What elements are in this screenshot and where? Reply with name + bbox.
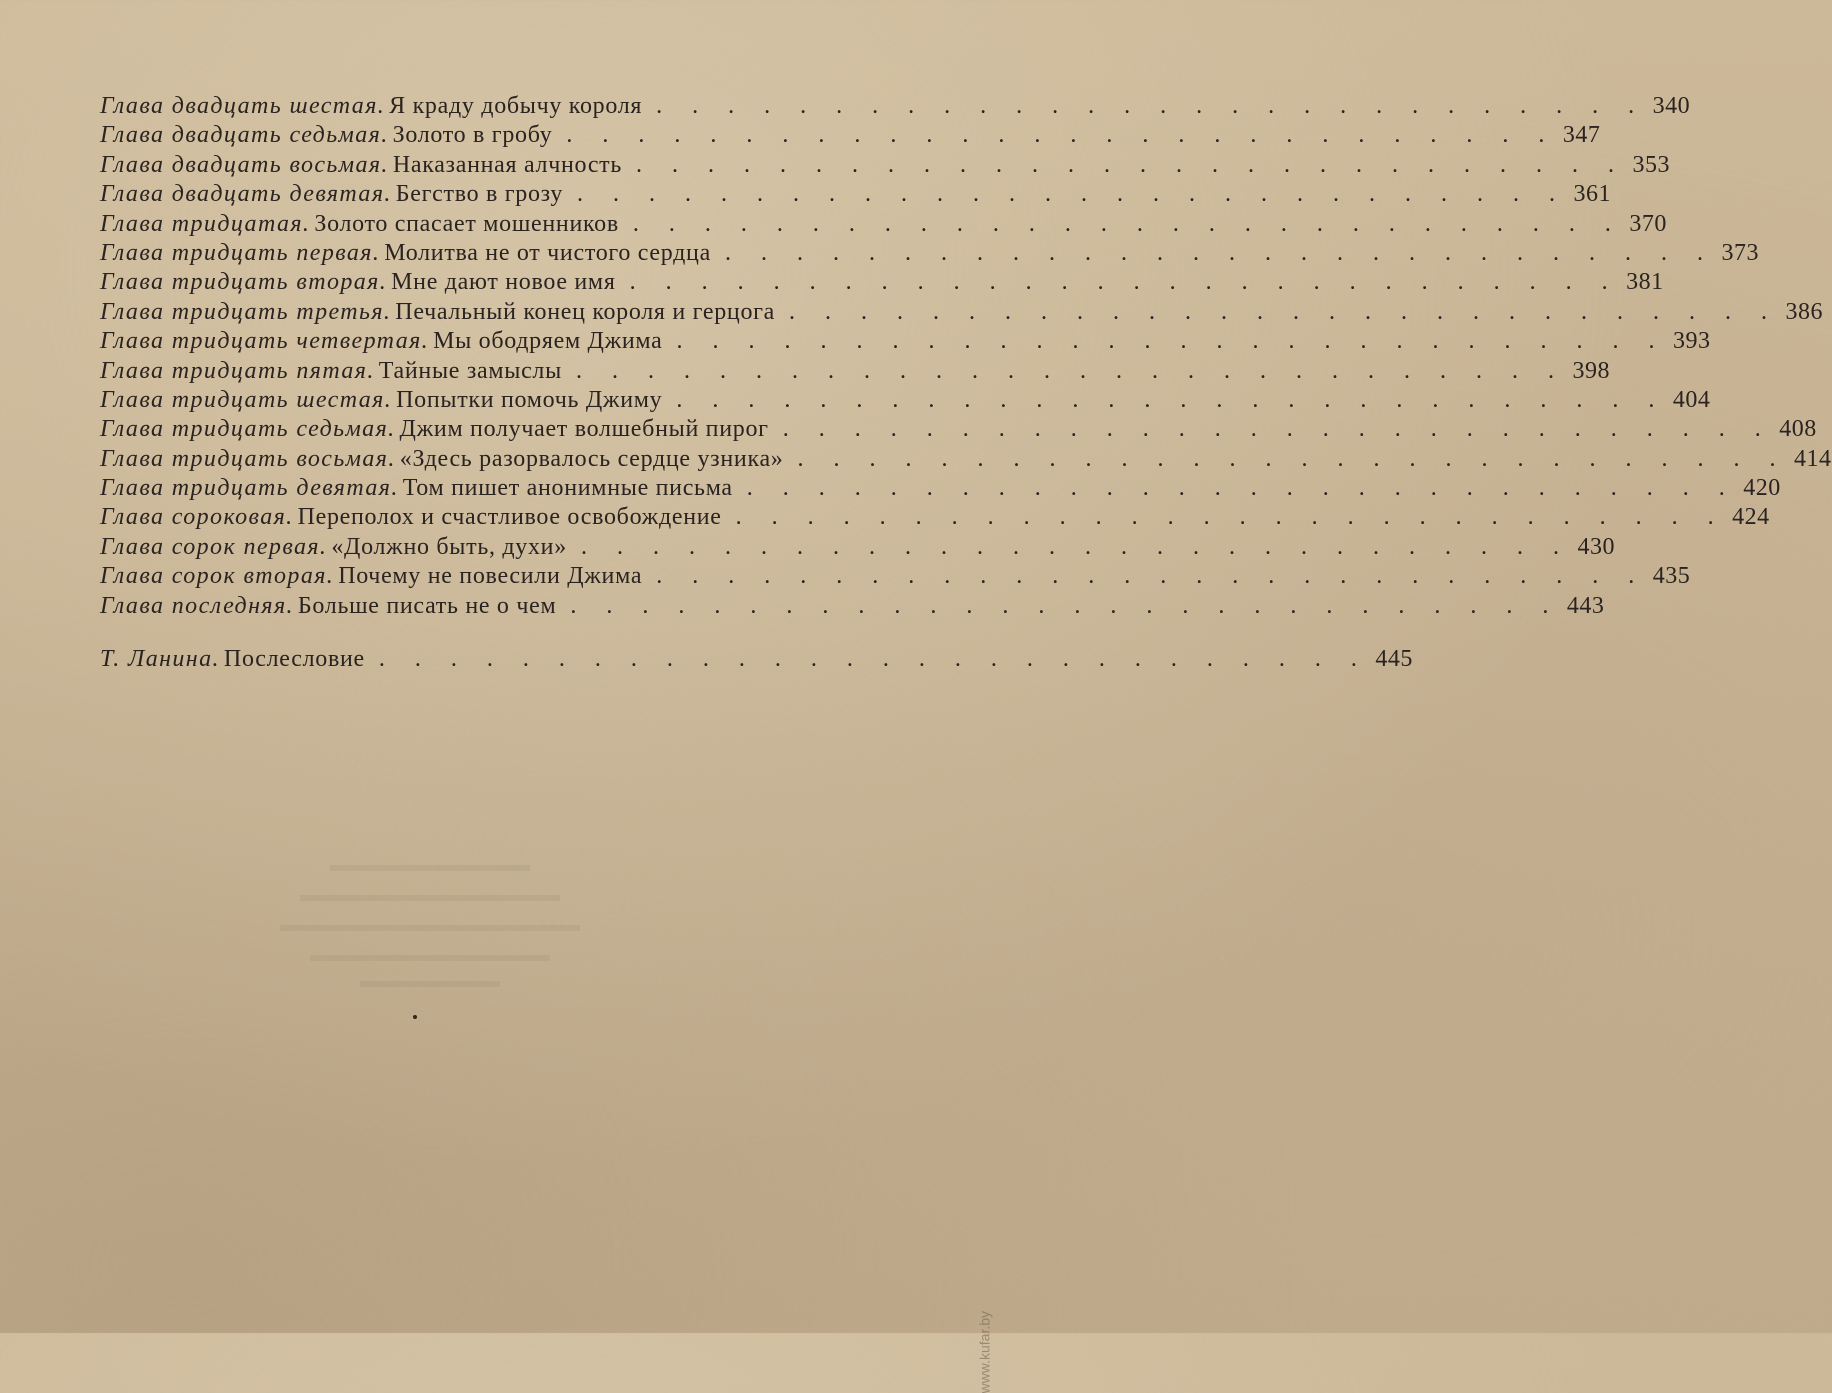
chapter-title: Почему не повесили Джима [338, 563, 643, 590]
chapter-title: Переполох и счастливое освобождение [297, 504, 722, 531]
toc-entry [100, 386, 1711, 415]
chapter-label: Глава сорок вторая. [100, 563, 335, 590]
chapter-title: Мы ободряем Джима [433, 328, 663, 355]
chapter-label: Глава двадцать шестая. [100, 93, 386, 119]
page-number: 353 [1632, 151, 1671, 178]
toc-entry [100, 445, 1832, 474]
toc-entry [100, 298, 1824, 327]
chapter-title: Том пишет анонимные письма [402, 475, 733, 502]
page-number: 386 [1785, 298, 1824, 325]
toc-entry [100, 415, 1817, 444]
leader-dots: . . . . . . . . . . . . . . . . . . . . . . . . . . . . [632, 210, 1623, 237]
leader-dots: . . . . . . . . . . . . . . . . . . . . . . . . . . . . [378, 646, 1369, 673]
toc-entry [100, 268, 1664, 297]
chapter-title: Тайные замыслы [378, 357, 562, 384]
toc-entry [100, 239, 1759, 268]
page-number: 393 [1673, 328, 1711, 355]
author-label: Т. Ланина. [100, 646, 220, 673]
chapter-title: Попытки помочь Джиму [396, 386, 663, 413]
chapter-title: Золото в гробу [392, 122, 553, 149]
chapter-title: Джим получает волшебный пирог [399, 416, 769, 443]
leader-dots: . . . . . . . . . . . . . . . . . . . . . . . . . . . . [676, 328, 1667, 355]
toc-entry [100, 180, 1612, 209]
page-number: 404 [1672, 386, 1711, 413]
leader-dots: . . . . . . . . . . . . . . . . . . . . . . . . . . . . [629, 269, 1620, 296]
leader-dots: . . . . . . . . . . . . . . . . . . . . . . . . . . . . [782, 416, 1773, 443]
leader-dots: . . . . . . . . . . . . . . . . . . . . . . . . . . . . [656, 563, 1647, 590]
chapter-label: Глава сорок первая. [100, 533, 328, 560]
chapter-label: Глава тридцать девятая. [100, 475, 399, 502]
chapter-label: Глава тридцатая. [100, 210, 311, 237]
leader-dots: . . . . . . . . . . . . . . . . . . . . . . . . . . . . [676, 386, 1667, 413]
watermark: www.kufar.by [976, 1311, 992, 1393]
afterword-title: Послесловие [223, 646, 365, 673]
leader-dots: . . . . . . . . . . . . . . . . . . . . . . . . . . . . [797, 445, 1788, 472]
chapter-label: Глава двадцать девятая. [100, 181, 392, 208]
leader-dots: . . . . . . . . . . . . . . . . . . . . . . . . . . . . [789, 298, 1780, 325]
faded-bleedthrough [240, 855, 620, 995]
toc-entry [100, 503, 1770, 532]
chapter-label: Глава тридцать вторая. [100, 269, 388, 296]
toc-entry [100, 562, 1691, 591]
page-number: 408 [1779, 416, 1817, 443]
toc-entry [100, 357, 1610, 386]
toc-entry [100, 92, 1691, 121]
page-number: 430 [1577, 533, 1615, 560]
toc-entry [100, 151, 1671, 180]
leader-dots: . . . . . . . . . . . . . . . . . . . . . . . . . . . . [746, 475, 1737, 502]
page-number: 420 [1743, 475, 1781, 502]
leader-dots: . . . . . . . . . . . . . . . . . . . . . . . . . . . . [577, 181, 1568, 208]
leader-dots: . . . . . . . . . . . . . . . . . . . . . . . . . . . . [724, 239, 1715, 266]
toc-entry [100, 121, 1601, 150]
toc-entry [100, 474, 1781, 503]
chapter-label: Глава тридцать пятая. [100, 357, 375, 384]
page-number: 370 [1629, 210, 1667, 237]
chapter-label: Глава тридцать шестая. [100, 386, 393, 413]
chapter-title: Бегство в грозу [395, 181, 564, 208]
chapter-title: Мне дают новое имя [391, 269, 616, 296]
chapter-title: Молитва не от чистого сердца [384, 239, 711, 266]
chapter-label: Глава двадцать восьмая. [100, 151, 389, 178]
leader-dots: . . . . . . . . . . . . . . . . . . . . . . . . . . . . [735, 504, 1726, 531]
page-number: 340 [1652, 93, 1691, 119]
chapter-label: Глава сороковая. [100, 504, 294, 531]
chapter-title: Я краду добычу короля [389, 93, 643, 119]
page-number: 414 [1794, 445, 1832, 472]
page-number: 347 [1562, 122, 1601, 149]
chapter-title: Больше писать не о чем [297, 592, 557, 619]
chapter-label: Глава тридцать восьмая. [100, 445, 396, 472]
chapter-label: Глава тридцать третья. [100, 298, 392, 325]
page-number: 443 [1566, 592, 1605, 619]
chapter-label: Глава тридцать первая. [100, 239, 381, 266]
leader-dots: . . . . . . . . . . . . . . . . . . . . . . . . . . . . [580, 533, 1571, 560]
page-number: 381 [1626, 269, 1664, 296]
toc-entry [100, 327, 1711, 356]
chapter-title: «Здесь разорвалось сердце узника» [399, 445, 784, 472]
chapter-label: Глава последняя. [100, 592, 294, 619]
leader-dots: . . . . . . . . . . . . . . . . . . . . . . . . . . . . [575, 357, 1566, 384]
table-of-contents [100, 92, 1832, 674]
leader-dots: . . . . . . . . . . . . . . . . . . . . . . . . . . . . [656, 93, 1647, 119]
chapter-title: «Должно быть, духи» [331, 533, 567, 560]
page-number: 373 [1721, 239, 1759, 266]
leader-dots: . . . . . . . . . . . . . . . . . . . . . . . . . . . . [636, 151, 1627, 178]
chapter-title: Печальный конец короля и герцога [395, 298, 776, 325]
chapter-title: Золото спасает мошенников [314, 210, 619, 237]
page-number: 424 [1732, 504, 1770, 531]
leader-dots: . . . . . . . . . . . . . . . . . . . . . . . . . . . . [570, 592, 1561, 619]
chapter-label: Глава двадцать седьмая. [100, 122, 389, 149]
toc-entry [100, 592, 1605, 621]
page-number: 361 [1573, 181, 1612, 208]
leader-dots: . . . . . . . . . . . . . . . . . . . . . . . . . . . . [566, 122, 1557, 149]
toc-entry [100, 533, 1615, 562]
toc-entry [100, 210, 1667, 239]
toc-afterword [100, 645, 1413, 674]
page-number: 445 [1375, 646, 1413, 673]
chapter-label: Глава тридцать четвертая. [100, 328, 430, 355]
chapter-label: Глава тридцать седьмая. [100, 416, 396, 443]
page-number: 398 [1572, 357, 1610, 384]
ink-speck [413, 1015, 417, 1019]
page-number: 435 [1652, 563, 1691, 590]
chapter-title: Наказанная алчность [392, 151, 623, 178]
